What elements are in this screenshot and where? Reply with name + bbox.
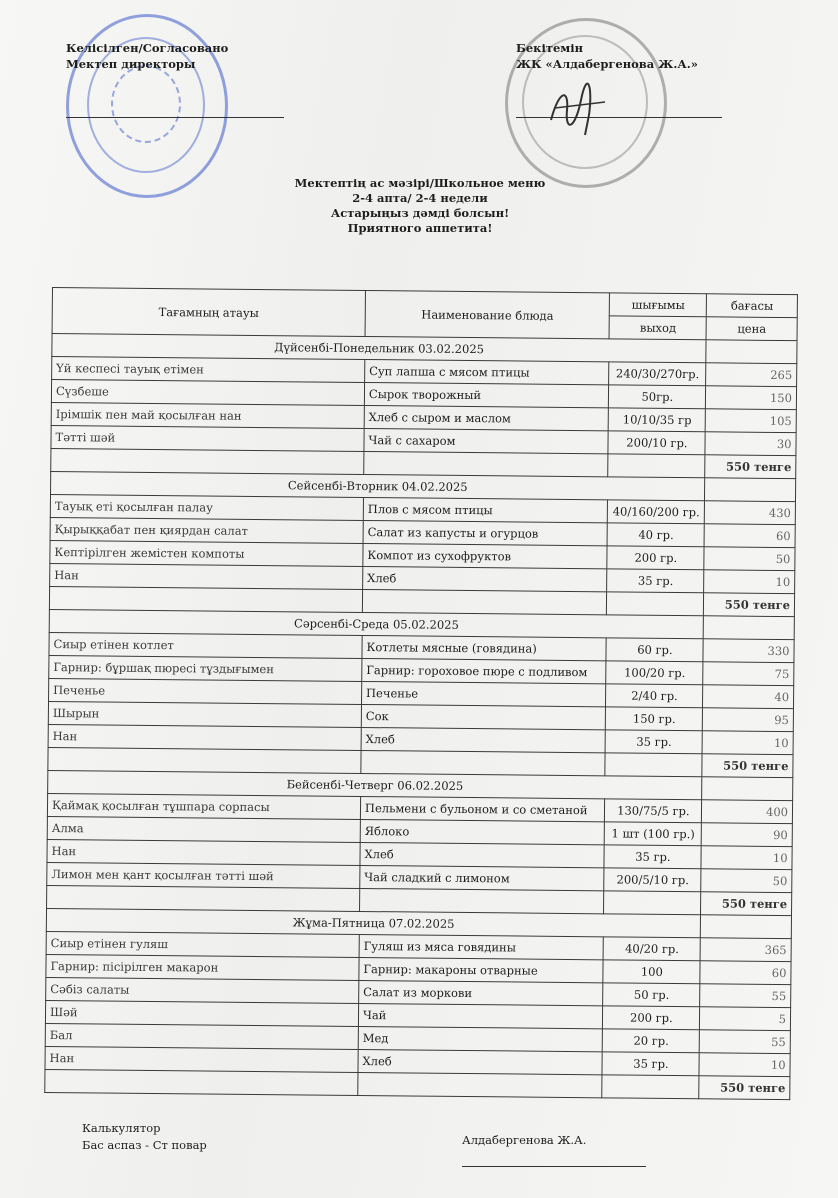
approval-right-line2: ЖК «Алдабергенова Ж.А.»	[516, 57, 698, 71]
dish-price: 105	[705, 409, 796, 433]
title-line3: Астарыңыз дәмді болсын!	[330, 206, 510, 220]
dish-name-ru: Хлеб	[358, 1049, 603, 1074]
approval-left	[66, 40, 228, 72]
dish-name-ru: Яблоко	[360, 819, 605, 844]
dish-name-ru: Пельмени с бульоном и со сметаной	[360, 796, 605, 821]
day-total: 550 тенге	[704, 593, 795, 617]
footer-chef: Бас аспаз - Ст повар	[82, 1138, 207, 1152]
approval-left-line2: Мектеп директоры	[66, 57, 196, 71]
dish-price: 95	[703, 708, 794, 732]
dish-name-kz: Бал	[45, 1023, 358, 1049]
signature-line-right	[516, 117, 722, 118]
dish-price: 50	[701, 869, 792, 893]
day-total: 550 тенге	[705, 455, 796, 479]
empty-cell	[604, 891, 701, 915]
empty-cell	[359, 888, 604, 913]
footer-name: Алдабергенова Ж.А.	[462, 1133, 587, 1147]
empty-cell	[702, 777, 793, 801]
dish-name-ru: Суп лапша с мясом птицы	[365, 360, 610, 385]
dish-output: 35 гр.	[602, 1052, 699, 1076]
dish-output: 240/30/270гр.	[609, 362, 706, 386]
dish-name-ru: Чай	[358, 1003, 603, 1028]
approval-left-line1: Келісілген/Согласовано	[66, 41, 229, 55]
empty-cell	[358, 1072, 603, 1097]
dish-output: 40 гр.	[607, 523, 704, 547]
dish-name-kz: Сүзбеше	[51, 380, 364, 406]
empty-cell	[45, 1069, 358, 1095]
dish-name-kz: Тауық еті қосылған палау	[50, 494, 363, 520]
dish-name-kz: Сиыр етінен гуляш	[46, 931, 359, 957]
dish-price: 40	[703, 685, 794, 709]
dish-price: 330	[703, 639, 794, 663]
dish-price: 55	[700, 1030, 791, 1054]
day-total: 550 тенге	[699, 1076, 790, 1100]
dish-price: 60	[704, 524, 795, 548]
header-output-ru: выход	[609, 316, 706, 340]
dish-name-kz: Гарнир: пісірілген макарон	[46, 954, 359, 980]
empty-cell	[704, 616, 795, 640]
dish-price: 10	[699, 1053, 790, 1077]
day-total: 550 тенге	[702, 754, 793, 778]
dish-price: 10	[704, 570, 795, 594]
header-dish-kz: Тағамның атауы	[52, 288, 365, 337]
dish-name-kz: Ірімшік пен май қосылған нан	[51, 402, 364, 428]
dish-output: 100	[603, 960, 700, 984]
footer-calculator: Калькулятор	[82, 1121, 161, 1135]
dish-name-kz: Нан	[47, 839, 360, 865]
empty-cell	[364, 452, 609, 477]
dish-name-kz: Шырын	[48, 701, 361, 727]
dish-output: 35 гр.	[605, 730, 702, 754]
menu-table	[44, 287, 798, 1100]
empty-cell	[705, 478, 796, 502]
dish-price: 75	[703, 662, 794, 686]
dish-price: 60	[700, 961, 791, 985]
dish-price: 90	[702, 823, 793, 847]
approval-right	[516, 40, 698, 72]
empty-cell	[605, 753, 702, 777]
dish-name-ru: Хлеб с сыром и маслом	[364, 406, 609, 431]
dish-name-ru: Хлеб	[361, 727, 606, 752]
dish-output: 40/20 гр.	[603, 937, 700, 961]
dish-output: 60 гр.	[606, 638, 703, 662]
dish-output: 100/20 гр.	[606, 661, 703, 685]
dish-name-kz: Үй кеспесі тауық етімен	[52, 357, 365, 383]
approval-right-line1: Бекітемін	[516, 41, 584, 55]
dish-name-ru: Хлеб	[363, 566, 608, 591]
header-price-ru: цена	[706, 317, 797, 341]
signature-icon	[545, 80, 615, 140]
dish-output: 200 гр.	[603, 1006, 700, 1030]
dish-name-kz: Нан	[50, 563, 363, 589]
dish-name-kz: Лимон мен қант қосылған тәтті шәй	[47, 862, 360, 888]
dish-name-kz: Печенье	[49, 678, 362, 704]
empty-cell	[361, 750, 606, 775]
menu-title	[250, 176, 590, 236]
dish-name-ru: Салат из капусты и огурцов	[363, 520, 608, 545]
empty-cell	[47, 885, 360, 911]
dish-name-kz: Алма	[47, 816, 360, 842]
day-title: Жұма-Пятница 07.02.2025	[46, 908, 701, 937]
dish-name-kz: Шәй	[45, 1000, 358, 1026]
dish-output: 35 гр.	[604, 845, 701, 869]
dish-name-ru: Котлеты мясные (говядина)	[362, 635, 607, 660]
dish-output: 40/160/200 гр.	[608, 500, 705, 524]
dish-name-ru: Плов с мясом птицы	[363, 497, 608, 522]
dish-name-ru: Салат из моркови	[359, 980, 604, 1005]
dish-output: 200/10 гр.	[608, 431, 705, 455]
day-title: Бейсенбі-Четверг 06.02.2025	[48, 770, 703, 799]
dish-price: 150	[706, 386, 797, 410]
dish-price: 265	[706, 363, 797, 387]
dish-price: 400	[702, 800, 793, 824]
dish-output: 10/10/35 гр	[609, 408, 706, 432]
dish-name-kz: Қырыққабат пен қиярдан салат	[50, 517, 363, 543]
dish-price: 5	[700, 1007, 791, 1031]
dish-output: 150 гр.	[606, 707, 703, 731]
empty-cell	[607, 592, 704, 616]
empty-cell	[51, 448, 364, 474]
day-total: 550 тенге	[701, 892, 792, 916]
menu-body	[45, 334, 797, 1100]
dish-price: 55	[700, 984, 791, 1008]
dish-name-ru: Компот из сухофруктов	[363, 543, 608, 568]
dish-name-ru: Печенье	[361, 681, 606, 706]
day-title: Дүйсенбі-Понедельник 03.02.2025	[52, 334, 707, 363]
dish-output: 2/40 гр.	[606, 684, 703, 708]
dish-name-ru: Сок	[361, 704, 606, 729]
dish-name-kz: Сиыр етінен котлет	[49, 632, 362, 658]
header-output-kz: шығымы	[610, 293, 707, 317]
day-title: Сәрсенбі-Среда 05.02.2025	[49, 609, 704, 638]
dish-name-ru: Гарнир: гороховое пюре с подливом	[362, 658, 607, 683]
dish-name-kz: Тәтті шәй	[51, 425, 364, 451]
dish-name-ru: Хлеб	[360, 842, 605, 867]
dish-output: 200 гр.	[607, 546, 704, 570]
footer-left	[82, 1120, 207, 1154]
dish-name-ru: Чай сладкий с лимоном	[360, 865, 605, 890]
title-line1: Мектептің ас мәзірі/Школьное меню	[294, 176, 546, 190]
dish-name-ru: Чай с сахаром	[364, 429, 609, 454]
day-title: Сейсенбі-Вторник 04.02.2025	[51, 471, 706, 500]
dish-output: 50гр.	[609, 385, 706, 409]
signature-line-left	[66, 117, 284, 118]
empty-cell	[362, 589, 607, 614]
dish-price: 10	[701, 846, 792, 870]
dish-name-kz: Гарнир: бұршақ пюресі тұздығымен	[49, 655, 362, 681]
dish-output: 200/5/10 гр.	[604, 868, 701, 892]
emblem-icon	[111, 65, 181, 143]
dish-name-ru: Гуляш из мяса говядины	[359, 934, 604, 959]
footer-signature-line	[462, 1166, 646, 1167]
header-dish-ru: Наименование блюда	[365, 291, 610, 339]
dish-price: 50	[704, 547, 795, 571]
empty-cell	[706, 340, 797, 364]
dish-output: 130/75/5 гр.	[605, 799, 702, 823]
dish-name-kz: Қаймақ қосылған тұшпара сорпасы	[47, 793, 360, 819]
dish-price: 30	[705, 432, 796, 456]
title-line4: Приятного аппетита!	[347, 221, 493, 235]
dish-name-kz: Нан	[45, 1046, 358, 1072]
dish-output: 50 гр.	[603, 983, 700, 1007]
dish-name-kz: Кептірілген жемістен компоты	[50, 540, 363, 566]
dish-name-kz: Нан	[48, 724, 361, 750]
dish-name-ru: Мед	[358, 1026, 603, 1051]
empty-cell	[602, 1075, 699, 1099]
dish-output: 20 гр.	[603, 1029, 700, 1053]
header-price-kz: бағасы	[707, 294, 798, 318]
dish-price: 430	[705, 501, 796, 525]
dish-price: 365	[700, 938, 791, 962]
empty-cell	[49, 586, 362, 612]
dish-output: 1 шт (100 гр.)	[605, 822, 702, 846]
dish-price: 10	[702, 731, 793, 755]
dish-name-ru: Гарнир: макароны отварные	[359, 957, 604, 982]
dish-name-ru: Сырок творожный	[364, 383, 609, 408]
empty-cell	[48, 747, 361, 773]
title-line2: 2-4 апта/ 2-4 недели	[352, 191, 488, 205]
empty-cell	[701, 915, 792, 939]
empty-cell	[608, 454, 705, 478]
dish-name-kz: Сәбіз салаты	[46, 977, 359, 1003]
dish-output: 35 гр.	[607, 569, 704, 593]
